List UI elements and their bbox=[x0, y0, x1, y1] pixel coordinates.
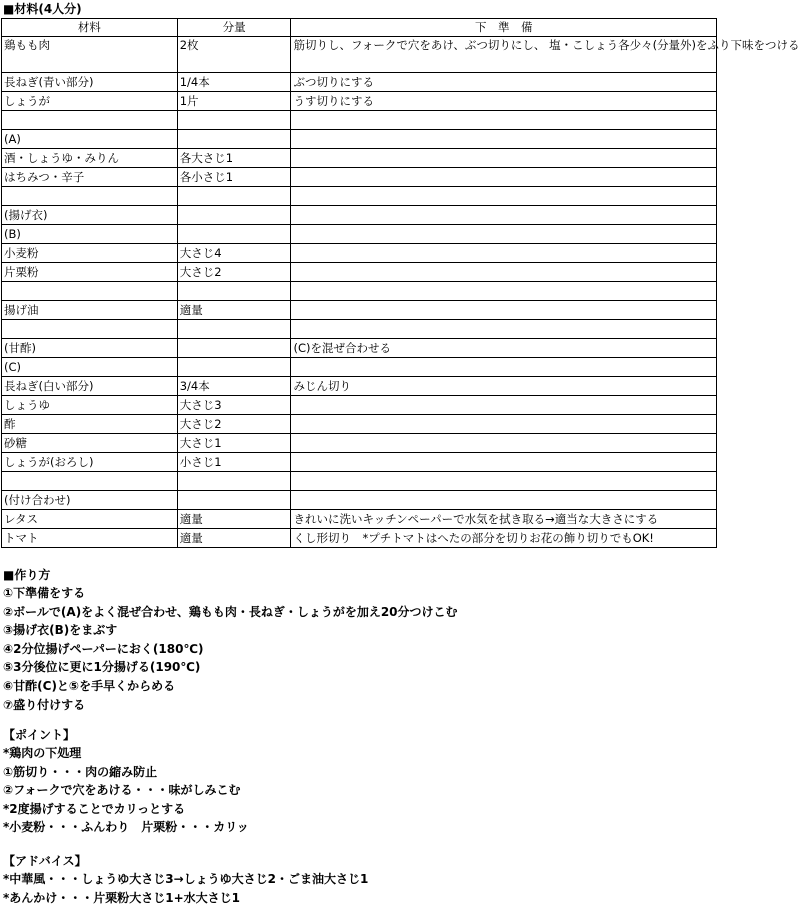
preparation-cell: くし形切り *プチトマトはへたの部分を切りお花の飾り切りでもOK! bbox=[291, 529, 717, 548]
ingredient-cell bbox=[2, 111, 178, 130]
header-ingredient: 材料 bbox=[2, 19, 178, 37]
table-row bbox=[2, 168, 717, 187]
ingredient-cell: はちみつ・辛子 bbox=[2, 168, 178, 187]
point-item: ②フォークで穴をあける・・・味がしみこむ bbox=[3, 783, 241, 798]
table-row bbox=[2, 73, 717, 92]
quantity-cell bbox=[177, 491, 291, 510]
ingredient-cell: 揚げ油 bbox=[2, 301, 178, 320]
preparation-cell bbox=[291, 434, 717, 453]
ingredient-cell bbox=[2, 320, 178, 339]
ingredient-cell: 片栗粉 bbox=[2, 263, 178, 282]
table-row bbox=[2, 339, 717, 358]
preparation-cell bbox=[291, 225, 717, 244]
preparation-cell bbox=[291, 453, 717, 472]
table-row bbox=[2, 491, 717, 510]
ingredient-cell: 酢 bbox=[2, 415, 178, 434]
ingredients-table-body bbox=[2, 19, 800, 548]
ingredients-table bbox=[1, 18, 800, 548]
preparation-cell: ぶつ切りにする bbox=[291, 73, 717, 92]
step-item: ⑤3分後位に更に1分揚げる(190℃) bbox=[3, 660, 201, 675]
table-row bbox=[2, 206, 717, 225]
preparation-cell bbox=[291, 282, 717, 301]
preparation-cell bbox=[291, 301, 717, 320]
quantity-cell bbox=[177, 111, 291, 130]
preparation-cell bbox=[291, 111, 717, 130]
ingredients-heading: ■材料(4人分) bbox=[3, 2, 82, 16]
preparation-cell bbox=[291, 244, 717, 263]
table-row bbox=[2, 92, 717, 111]
quantity-cell: 適量 bbox=[177, 529, 291, 548]
table-row bbox=[2, 415, 717, 434]
ingredient-cell bbox=[2, 282, 178, 301]
header-preparation: 下 準 備 bbox=[291, 19, 717, 37]
ingredient-cell: (B) bbox=[2, 225, 178, 244]
table-header-row bbox=[2, 19, 717, 37]
quantity-cell: 各大さじ1 bbox=[177, 149, 291, 168]
table-row bbox=[2, 320, 717, 339]
step-item: ④2分位揚げペーパーにおく(180℃) bbox=[3, 641, 204, 656]
ingredient-cell: レタス bbox=[2, 510, 178, 529]
quantity-cell bbox=[177, 130, 291, 149]
table-row bbox=[2, 453, 717, 472]
table-row bbox=[2, 510, 717, 529]
table-row bbox=[2, 396, 717, 415]
point-item: *鶏肉の下処理 bbox=[3, 746, 82, 760]
steps-heading: ■作り方 bbox=[3, 568, 51, 582]
steps-list bbox=[3, 584, 458, 714]
ingredient-cell: (A) bbox=[2, 130, 178, 149]
step-item: ⑥甘酢(C)と⑤を手早くからめる bbox=[3, 678, 176, 693]
ingredient-cell: 鶏もも肉 bbox=[2, 37, 178, 73]
preparation-cell: (C)を混ぜ合わせる bbox=[291, 339, 717, 358]
table-row bbox=[2, 263, 717, 282]
table-row bbox=[2, 301, 717, 320]
table-row bbox=[2, 130, 717, 149]
ingredient-cell: 酒・しょうゆ・みりん bbox=[2, 149, 178, 168]
preparation-cell: みじん切り bbox=[291, 377, 717, 396]
points-heading: 【ポイント】 bbox=[3, 728, 76, 742]
ingredient-cell: (揚げ衣) bbox=[2, 206, 178, 225]
advice-item: *あんかけ・・・片栗粉大さじ1+水大さじ1 bbox=[3, 890, 241, 905]
quantity-cell: 適量 bbox=[177, 510, 291, 529]
preparation-cell: きれいに洗いキッチンペーパーで水気を拭き取る→適当な大きさにする bbox=[291, 510, 717, 529]
table-row bbox=[2, 434, 717, 453]
preparation-cell bbox=[291, 396, 717, 415]
preparation-cell bbox=[291, 491, 717, 510]
quantity-cell: 大さじ4 bbox=[177, 244, 291, 263]
preparation-cell bbox=[291, 149, 717, 168]
quantity-cell bbox=[177, 187, 291, 206]
quantity-cell: 小さじ1 bbox=[177, 453, 291, 472]
table-row bbox=[2, 111, 717, 130]
ingredient-cell: しょうゆ bbox=[2, 396, 178, 415]
advice-heading: 【アドバイス】 bbox=[3, 854, 87, 868]
preparation-cell bbox=[291, 263, 717, 282]
quantity-cell: 3/4本 bbox=[177, 377, 291, 396]
table-row bbox=[2, 282, 717, 301]
preparation-cell: 筋切りし、フォークで穴をあけ、ぶつ切りにし、 塩・こしょう各少々(分量外)をふり下味をつける bbox=[291, 37, 717, 73]
table-row bbox=[2, 529, 717, 548]
table-row bbox=[2, 472, 717, 491]
ingredient-cell: (C) bbox=[2, 358, 178, 377]
step-item: ⑦盛り付けする bbox=[3, 697, 86, 712]
table-row bbox=[2, 377, 717, 396]
advice-list bbox=[3, 870, 368, 907]
ingredient-cell: 長ねぎ(青い部分) bbox=[2, 73, 178, 92]
ingredient-cell: (付け合わせ) bbox=[2, 491, 178, 510]
quantity-cell: 大さじ2 bbox=[177, 415, 291, 434]
ingredient-cell bbox=[2, 472, 178, 491]
ingredient-cell: トマト bbox=[2, 529, 178, 548]
quantity-cell: 適量 bbox=[177, 301, 291, 320]
table-row bbox=[2, 244, 717, 263]
quantity-cell bbox=[177, 206, 291, 225]
quantity-cell bbox=[177, 472, 291, 491]
ingredient-cell: 長ねぎ(白い部分) bbox=[2, 377, 178, 396]
preparation-cell: うす切りにする bbox=[291, 92, 717, 111]
quantity-cell: 大さじ1 bbox=[177, 434, 291, 453]
quantity-cell: 大さじ3 bbox=[177, 396, 291, 415]
point-item: *小麦粉・・・ふんわり 片栗粉・・・カリッ bbox=[3, 820, 249, 835]
quantity-cell: 大さじ2 bbox=[177, 263, 291, 282]
quantity-cell bbox=[177, 320, 291, 339]
ingredient-cell: しょうが bbox=[2, 92, 178, 111]
advice-item: *中華風・・・しょうゆ大さじ3→しょうゆ大さじ2・ごま油大さじ1 bbox=[3, 872, 369, 886]
preparation-cell bbox=[291, 130, 717, 149]
quantity-cell: 2枚 bbox=[177, 37, 291, 73]
preparation-cell bbox=[291, 206, 717, 225]
preparation-cell bbox=[291, 415, 717, 434]
step-item: ③揚げ衣(B)をまぶす bbox=[3, 623, 118, 638]
header-quantity: 分量 bbox=[177, 19, 291, 37]
quantity-cell bbox=[177, 358, 291, 377]
preparation-cell bbox=[291, 168, 717, 187]
ingredient-cell: 砂糖 bbox=[2, 434, 178, 453]
ingredient-cell: 小麦粉 bbox=[2, 244, 178, 263]
preparation-cell bbox=[291, 472, 717, 491]
ingredient-cell: しょうが(おろし) bbox=[2, 453, 178, 472]
table-row bbox=[2, 225, 717, 244]
point-item: ①筋切り・・・肉の縮み防止 bbox=[3, 764, 158, 779]
quantity-cell bbox=[177, 339, 291, 358]
quantity-cell: 1/4本 bbox=[177, 73, 291, 92]
quantity-cell bbox=[177, 282, 291, 301]
step-item: ①下準備をする bbox=[3, 586, 86, 600]
ingredient-cell: (甘酢) bbox=[2, 339, 178, 358]
preparation-cell bbox=[291, 187, 717, 206]
table-row bbox=[2, 37, 717, 73]
quantity-cell bbox=[177, 225, 291, 244]
table-row bbox=[2, 187, 717, 206]
preparation-cell bbox=[291, 358, 717, 377]
quantity-cell: 1片 bbox=[177, 92, 291, 111]
quantity-cell: 各小さじ1 bbox=[177, 168, 291, 187]
preparation-cell bbox=[291, 320, 717, 339]
table-row bbox=[2, 358, 717, 377]
point-item: *2度揚げすることでカリっとする bbox=[3, 801, 186, 816]
ingredient-cell bbox=[2, 187, 178, 206]
points-list bbox=[3, 744, 249, 837]
step-item: ②ボールで(A)をよく混ぜ合わせ、鶏もも肉・長ねぎ・しょうがを加え20分つけこむ bbox=[3, 604, 458, 619]
table-row bbox=[2, 149, 717, 168]
